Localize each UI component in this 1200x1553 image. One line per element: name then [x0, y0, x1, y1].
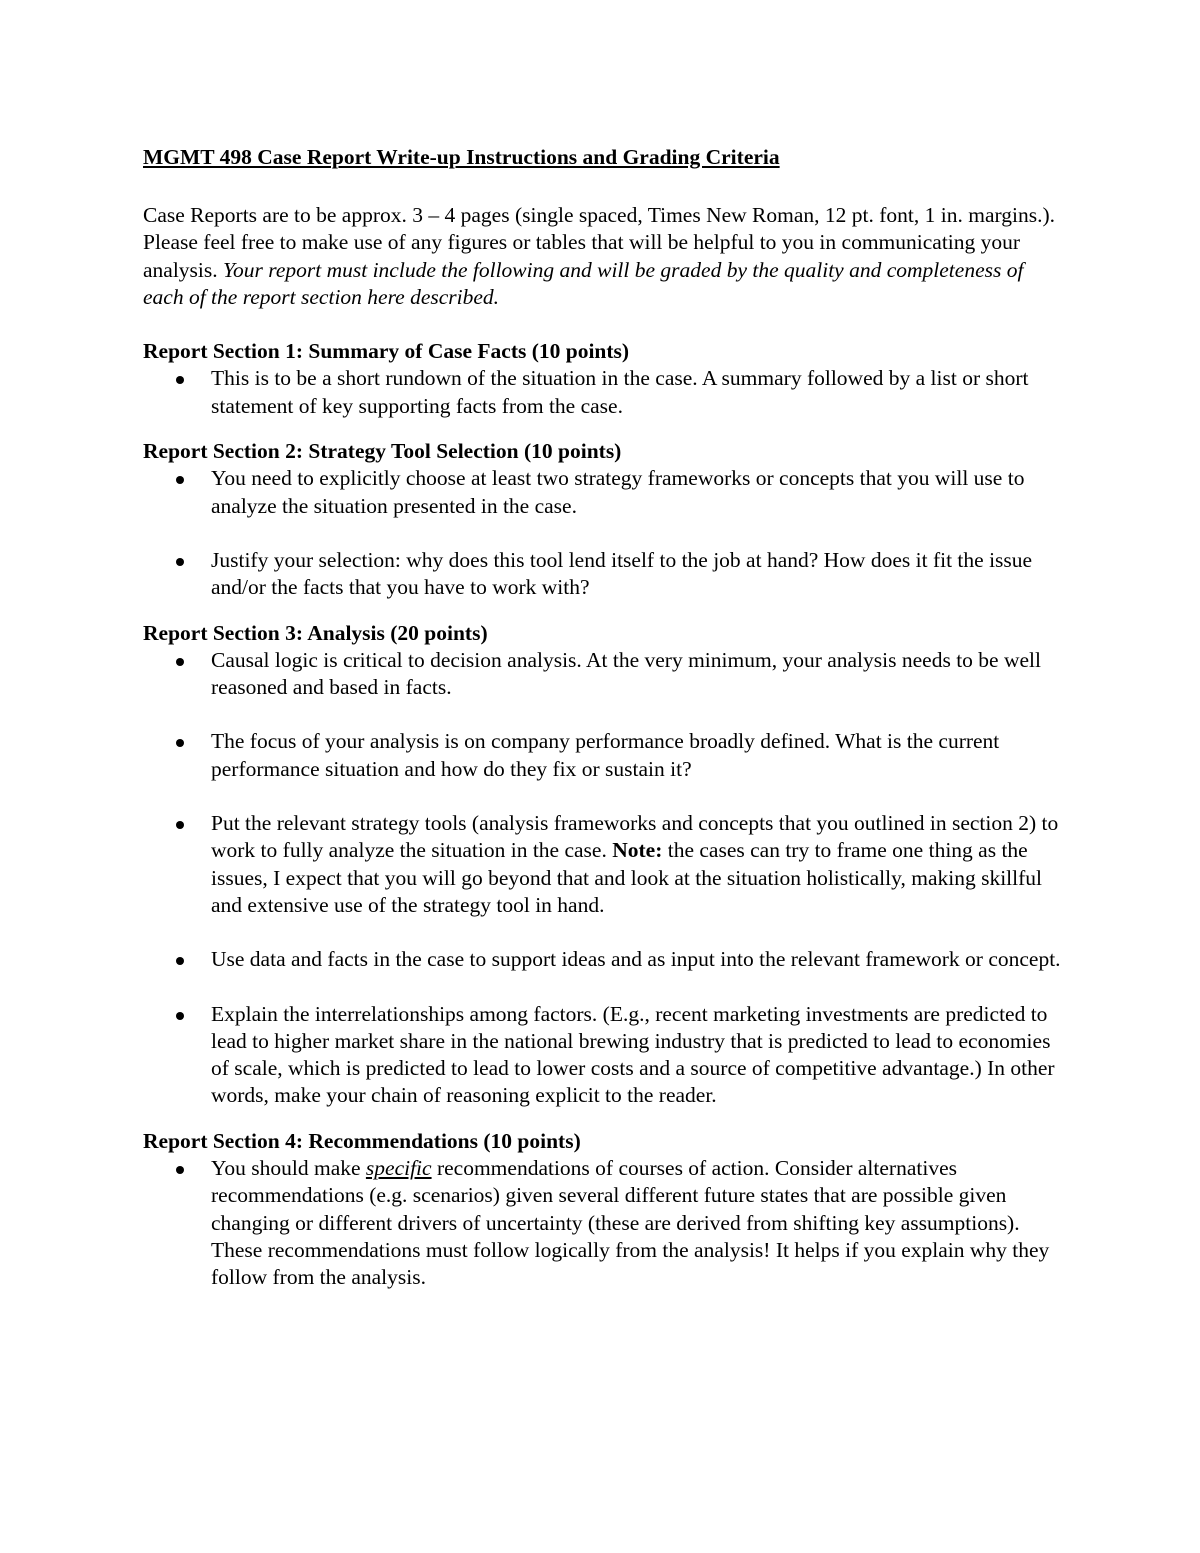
section-analysis	[143, 620, 1068, 1110]
bullet-list	[143, 647, 1068, 1110]
list-item	[143, 1155, 1068, 1291]
bullet-list	[143, 365, 1068, 420]
document-title: MGMT 498 Case Report Write-up Instructions and Grading Criteria	[143, 145, 780, 169]
document-page	[143, 140, 1068, 1310]
tools-bullet-text-end: the cases can try to frame one thing as the issues, I expect that you will go beyond that and look at the situation holistically, making skillful and extensive use of the strategy tool in hand.	[211, 838, 1043, 917]
list-item-text: Explain the interrelationships among factors. (E.g., recent marketing investments are predicted to lead to higher market share in the national brewing industry that is predicted to lead to economies of scale, which is predicted to lead to lower costs and a source of competitive advantage.) In other words, make your chain of reasoning explicit to the reader.	[211, 1001, 1055, 1108]
section-heading: Report Section 3: Analysis (20 points)	[143, 620, 488, 645]
recommend-text-end: recommendations of courses of action. Consider alternatives recommendations (e.g. scenarios) given several different future states that are possible given changing or different drivers of uncertainty (these are derived from shifting key assumptions). These recommendations must follow logically from the analysis! It helps if you explain why they follow from the analysis.	[211, 1156, 1050, 1290]
bullet-dot-icon	[176, 739, 184, 747]
note-label: Note:	[612, 838, 663, 863]
list-item	[143, 728, 1068, 783]
bullet-list	[143, 465, 1068, 601]
list-item-text: Causal logic is critical to decision analysis. At the very minimum, your analysis needs to be well reasoned and based in facts.	[211, 647, 1041, 700]
list-item	[143, 547, 1068, 602]
list-item-text	[211, 1156, 1049, 1289]
intro-text: Case Reports are to be approx. 3 – 4 pages (single spaced, Times New Roman, 12 pt. font, 1 in. margins.). Please feel free to make use of any figures or tables that will be helpful to you in communicating your analysis.	[143, 203, 1056, 282]
intro-paragraph	[143, 202, 1068, 311]
bullet-dot-icon	[176, 1012, 184, 1020]
list-item	[143, 465, 1068, 520]
section-heading: Report Section 4: Recommendations (10 points)	[143, 1128, 581, 1153]
list-item-text: The focus of your analysis is on company performance broadly defined. What is the current performance situation and how do they fix or sustain it?	[211, 729, 1000, 781]
tools-bullet-text-start: Put the relevant strategy tools (analysis frameworks and concepts that you outlined in section 2) to work to fully analyze the situation in the case.	[211, 811, 1059, 863]
list-item-text: Justify your selection: why does this tool lend itself to the job at hand? How does it fit the issue and/or the facts that you have to work with?	[211, 547, 1033, 600]
section-recommendations	[143, 1128, 1068, 1292]
list-item	[143, 810, 1068, 919]
recommend-text-start: You should make	[211, 1156, 366, 1181]
bullet-list	[143, 1155, 1068, 1291]
section-summary-of-case-facts	[143, 338, 1068, 420]
list-item	[143, 365, 1068, 420]
bullet-dot-icon	[176, 558, 184, 566]
bullet-dot-icon	[176, 1166, 184, 1174]
specific-emphasis: specific	[365, 1156, 432, 1181]
intro-emphasis: Your report must include the following and will be graded by the quality and completeness of each of the report section here described.	[143, 257, 1024, 309]
bullet-dot-icon	[176, 821, 184, 829]
bullet-dot-icon	[176, 957, 184, 965]
list-item-text: Use data and facts in the case to support ideas and as input into the relevant framework or concept.	[211, 947, 1061, 972]
list-item	[143, 1001, 1068, 1110]
bullet-dot-icon	[176, 658, 184, 666]
list-item	[143, 946, 1068, 973]
list-item-text: You need to explicitly choose at least two strategy frameworks or concepts that you will use to analyze the situation presented in the case.	[211, 466, 1025, 518]
section-heading: Report Section 1: Summary of Case Facts (10 points)	[143, 339, 630, 364]
list-item-text: This is to be a short rundown of the situation in the case. A summary followed by a list or short statement of key supporting facts from the case.	[211, 366, 1029, 418]
bullet-dot-icon	[176, 476, 184, 484]
list-item-text	[211, 811, 1058, 917]
list-item	[143, 647, 1068, 702]
section-heading: Report Section 2: Strategy Tool Selection (10 points)	[143, 439, 622, 464]
section-strategy-tool-selection	[143, 438, 1068, 601]
bullet-dot-icon	[176, 376, 184, 384]
